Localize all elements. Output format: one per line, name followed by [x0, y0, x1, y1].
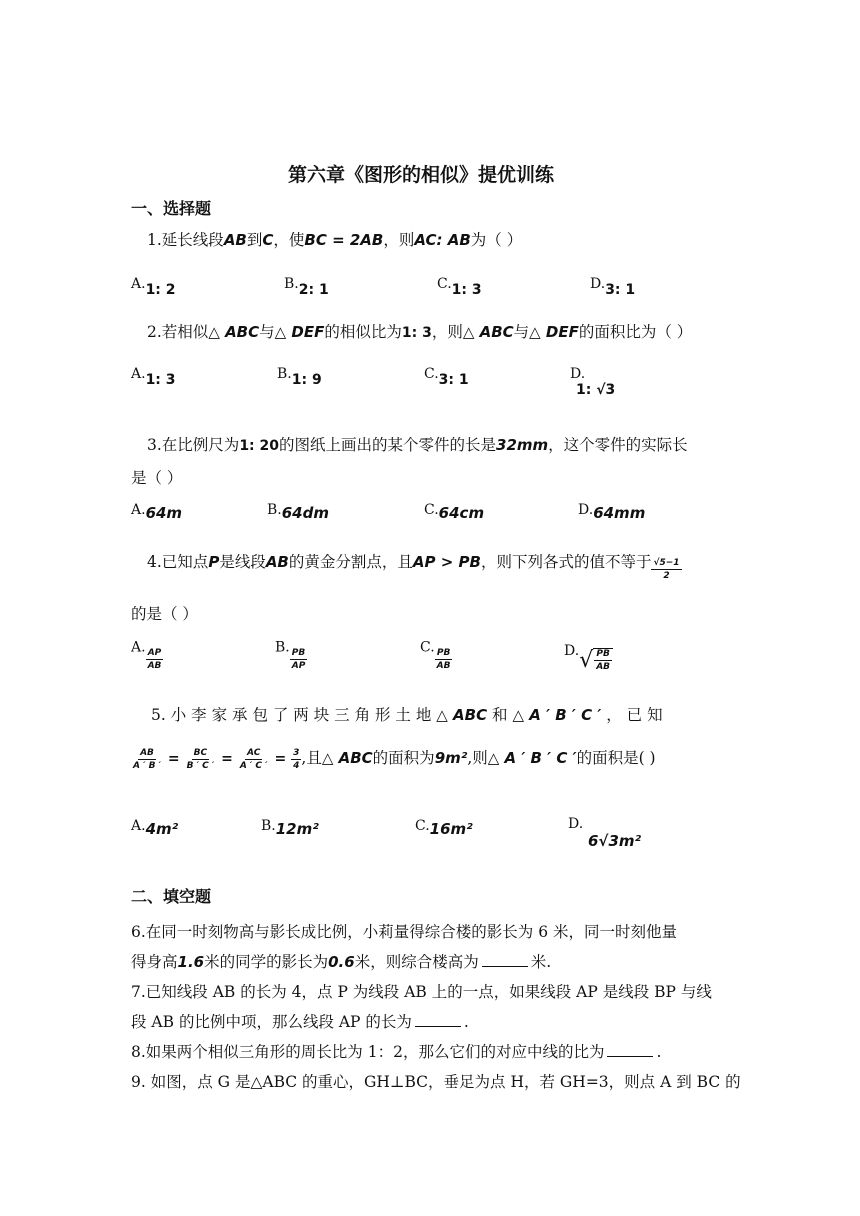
- q3-option-c[interactable]: C.64cm: [424, 502, 485, 522]
- q1-option-a[interactable]: A.1: 2: [131, 276, 176, 298]
- q3-option-b[interactable]: B.64dm: [267, 502, 329, 522]
- ratio-ac: $\frac{AC}{A ' C '}$: [239, 747, 268, 771]
- q2-option-c[interactable]: C.3: 1: [424, 366, 469, 388]
- q4-option-a[interactable]: A. $\frac{AP}{AB}$: [131, 639, 162, 671]
- question-2: 2.若相似△ ABC与△ DEF的相似比为1: 3，则△ ABC与△ DEF的面积比为（ ）: [147, 323, 693, 341]
- question-5-line-1: 5. 小 李 家 承 包 了 两 块 三 角 形 土 地 △ ABC 和 △ A ′ B ′ C ′ ， 已 知: [151, 706, 663, 724]
- question-9-line-1: 9. 如图，点 G 是△ABC 的重心，GH⊥BC，垂足为点 H，若 GH=3，则点 A 到 BC 的: [131, 1073, 741, 1091]
- question-7-line-2: 段 AB 的比例中项，那么线段 AP 的长为 .: [131, 1013, 469, 1031]
- question-3-line-2: 是（ ）: [131, 469, 183, 487]
- q5-option-c[interactable]: C.16m²: [415, 818, 473, 838]
- section-heading-choice: 一、选择题: [131, 199, 212, 218]
- q4-option-c[interactable]: C. $\frac{PB}{AB}$: [420, 639, 451, 671]
- q2-option-b[interactable]: B.1: 9: [277, 366, 322, 388]
- q4-option-d[interactable]: D. √ $\frac{PB}{AB}$: [564, 636, 613, 660]
- section-heading-fill: 二、填空题: [131, 887, 212, 906]
- question-4-line-2: 的是（ ）: [131, 605, 198, 623]
- q2-option-d[interactable]: D. 1: √3: [570, 366, 616, 398]
- q1-option-c[interactable]: C.1: 3: [437, 276, 482, 298]
- question-5-line-2: $\frac{AB}{A ' B '}$ = $\frac{BC}{B ' C '}$ = $\frac{AC}{A ' C '}$ = $\frac{3}{4}$ ,且△ ABC的面积为9m²,则△ A ′ B ′ C ′的面积是( ): [133, 747, 656, 771]
- page-title: 第六章《图形的相似》提优训练: [288, 164, 555, 186]
- question-6-line-1: 6.在同一时刻物高与影长成比例，小莉量得综合楼的影长为 6 米，同一时刻他量: [131, 923, 678, 941]
- ratio-bc: $\frac{BC}{B ' C '}$: [186, 747, 215, 771]
- q1-option-b[interactable]: B.2: 1: [284, 276, 329, 298]
- q5-option-d[interactable]: D. 6√3m²: [568, 816, 642, 850]
- question-6-line-2: 得身高1.6米的同学的影长为0.6米，则综合楼高为 米.: [131, 953, 552, 971]
- q5-option-a[interactable]: A.4m²: [131, 818, 179, 838]
- q2-option-a[interactable]: A.1: 3: [131, 366, 176, 388]
- ratio-ab: $\frac{AB}{A ' B '}$: [133, 747, 161, 771]
- q1-option-d[interactable]: D.3: 1: [590, 276, 636, 298]
- question-1: 1.延长线段AB到C，使BC = 2AB，则AC: AB为（ ）: [147, 231, 523, 249]
- ratio-value: $\frac{3}{4}$: [293, 747, 300, 771]
- question-8: 8.如果两个相似三角形的周长比为 1：2，那么它们的对应中线的比为 .: [131, 1043, 662, 1061]
- answer-blank-q7[interactable]: [415, 1014, 461, 1027]
- q3-option-a[interactable]: A.64m: [131, 502, 183, 522]
- answer-blank-q8[interactable]: [607, 1044, 653, 1057]
- q4-option-b[interactable]: B. $\frac{PB}{AP}$: [275, 639, 306, 671]
- question-3-line-1: 3.在比例尺为1: 20的图纸上画出的某个零件的长是32mm，这个零件的实际长: [147, 436, 688, 454]
- question-7-line-1: 7.已知线段 AB 的长为 4，点 P 为线段 AB 上的一点，如果线段 AP 是线段 BP 与线: [131, 983, 712, 1001]
- q5-option-b[interactable]: B.12m²: [261, 818, 319, 838]
- golden-ratio-fraction: $\frac{√5-1}{2}$: [653, 557, 680, 581]
- q3-option-d[interactable]: D.64mm: [578, 502, 646, 522]
- question-4-line-1: 4.已知点P是线段AB的黄金分割点，且AP > PB，则下列各式的值不等于 $\frac{√5-1}{2}$: [147, 553, 680, 581]
- answer-blank-q6[interactable]: [482, 954, 528, 967]
